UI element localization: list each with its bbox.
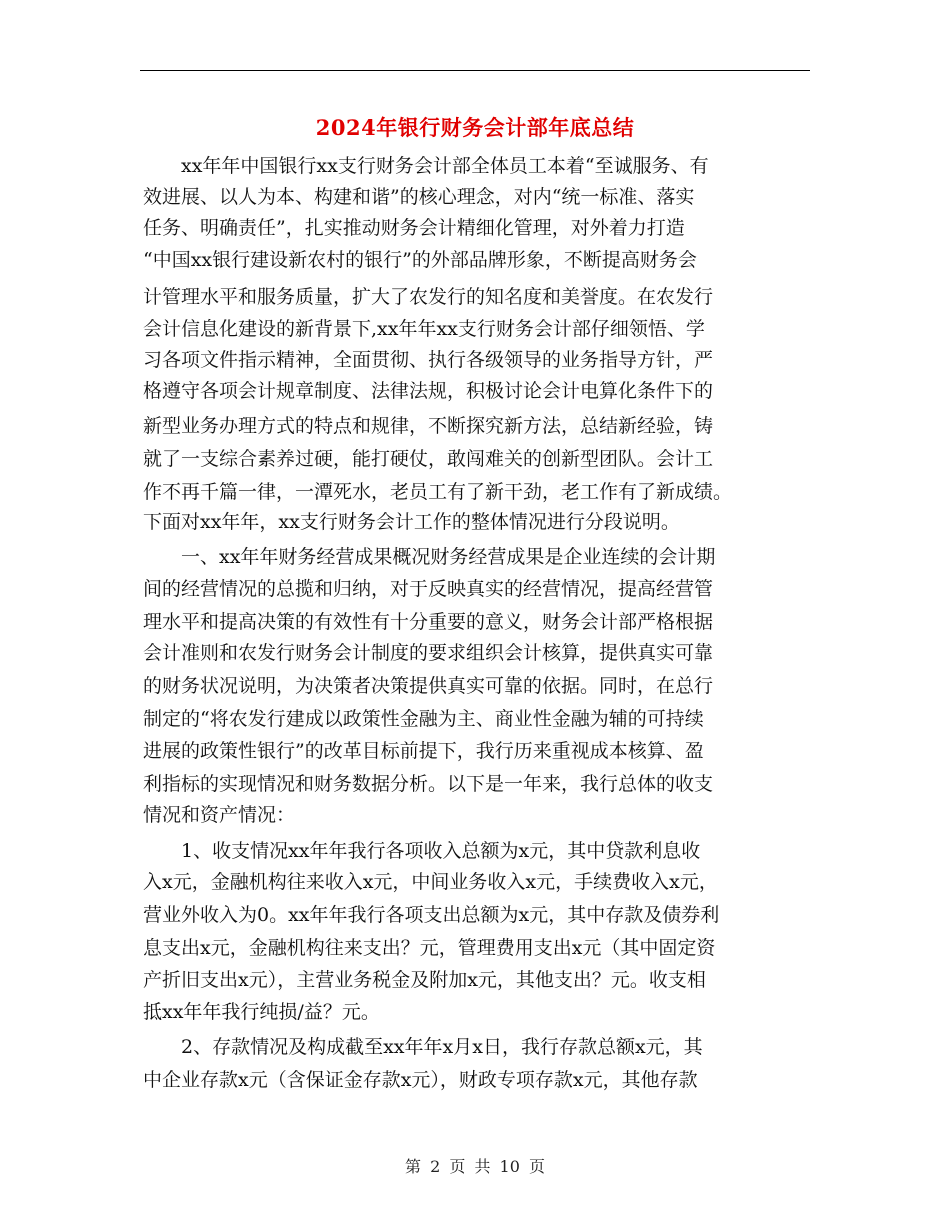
body-line: 下面对xx年年，xx支行财务会计工作的整体情况进行分段说明。 xyxy=(143,511,680,533)
body-line: 利指标的实现情况和财务数据分析。以下是一年来，我行总体的收支 xyxy=(143,773,714,795)
body-line: 任务、明确责任”，扎实推动财务会计精细化管理，对外着力打造 xyxy=(143,217,685,239)
body-line: 效进展、以人为本、构建和谐”的核心理念，对内“统一标准、落实 xyxy=(143,186,695,208)
body-line: 一、xx年年财务经营成果概况财务经营成果是企业连续的会计期 xyxy=(143,546,716,568)
body-line: 产折旧支出x元），主营业务税金及附加x元，其他支出？元。收支相 xyxy=(143,969,706,991)
body-line: 2、存款情况及构成截至xx年年x月x日，我行存款总额x元，其 xyxy=(143,1036,703,1058)
body-line: 间的经营情况的总揽和归纳，对于反映真实的经营情况，提高经营管 xyxy=(143,578,714,600)
header-rule xyxy=(140,70,810,71)
body-line: 中企业存款x元（含保证金存款x元），财政专项存款x元，其他存款 xyxy=(143,1069,698,1091)
body-line: 格遵守各项会计规章制度、法律法规，积极讨论会计电算化条件下的 xyxy=(143,380,714,402)
body-line: 情况和资产情况： xyxy=(143,804,296,826)
body-line: 就了一支综合素养过硬，能打硬仗，敢闯难关的创新型团队。会计工 xyxy=(143,448,714,470)
page-number: 第 2 页 共 10 页 xyxy=(405,1157,545,1176)
body-line: 1、收支情况xx年年我行各项收入总额为x元，其中贷款利息收 xyxy=(143,840,701,862)
body-line: 理水平和提高决策的有效性有十分重要的意义，财务会计部严格根据 xyxy=(143,611,714,633)
body-line: 入x元，金融机构往来收入x元，中间业务收入x元，手续费收入x元， xyxy=(143,871,718,893)
body-line: “中国xx银行建设新农村的银行”的外部品牌形象，不断提高财务会 xyxy=(143,249,697,271)
body-line: 会计信息化建设的新背景下,xx年年xx支行财务会计部仔细领悟、学 xyxy=(143,318,705,340)
body-line: xx年年中国银行xx支行财务会计部全体员工本着“至诚服务、有 xyxy=(143,155,709,177)
body-line: 抵xx年年我行纯损/益？元。 xyxy=(143,1001,380,1023)
body-line: 进展的政策性银行”的改革目标前提下，我行历来重视成本核算、盈 xyxy=(143,740,704,762)
body-line: 计管理水平和服务质量，扩大了农发行的知名度和美誉度。在农发行 xyxy=(143,286,714,308)
body-line: 作不再千篇一律，一潭死水，老员工有了新干劲，老工作有了新成绩。 xyxy=(143,481,733,503)
body-line: 新型业务办理方式的特点和规律，不断探究新方法，总结新经验，铸 xyxy=(143,415,714,437)
body-line: 的财务状况说明，为决策者决策提供真实可靠的依据。同时，在总行 xyxy=(143,675,714,697)
body-line: 营业外收入为0。xx年年我行各项支出总额为x元，其中存款及债券利 xyxy=(143,904,720,926)
document-title: 2024年银行财务会计部年底总结 xyxy=(315,115,635,140)
body-line: 息支出x元，金融机构往来支出？元，管理费用支出x元（其中固定资 xyxy=(143,937,716,959)
body-line: 习各项文件指示精神，全面贯彻、执行各级领导的业务指导方针，严 xyxy=(143,349,714,371)
body-line: 制定的“将农发行建成以政策性金融为主、商业性金融为辅的可持续 xyxy=(143,708,704,730)
body-line: 会计准则和农发行财务会计制度的要求组织会计核算，提供真实可靠 xyxy=(143,642,714,664)
